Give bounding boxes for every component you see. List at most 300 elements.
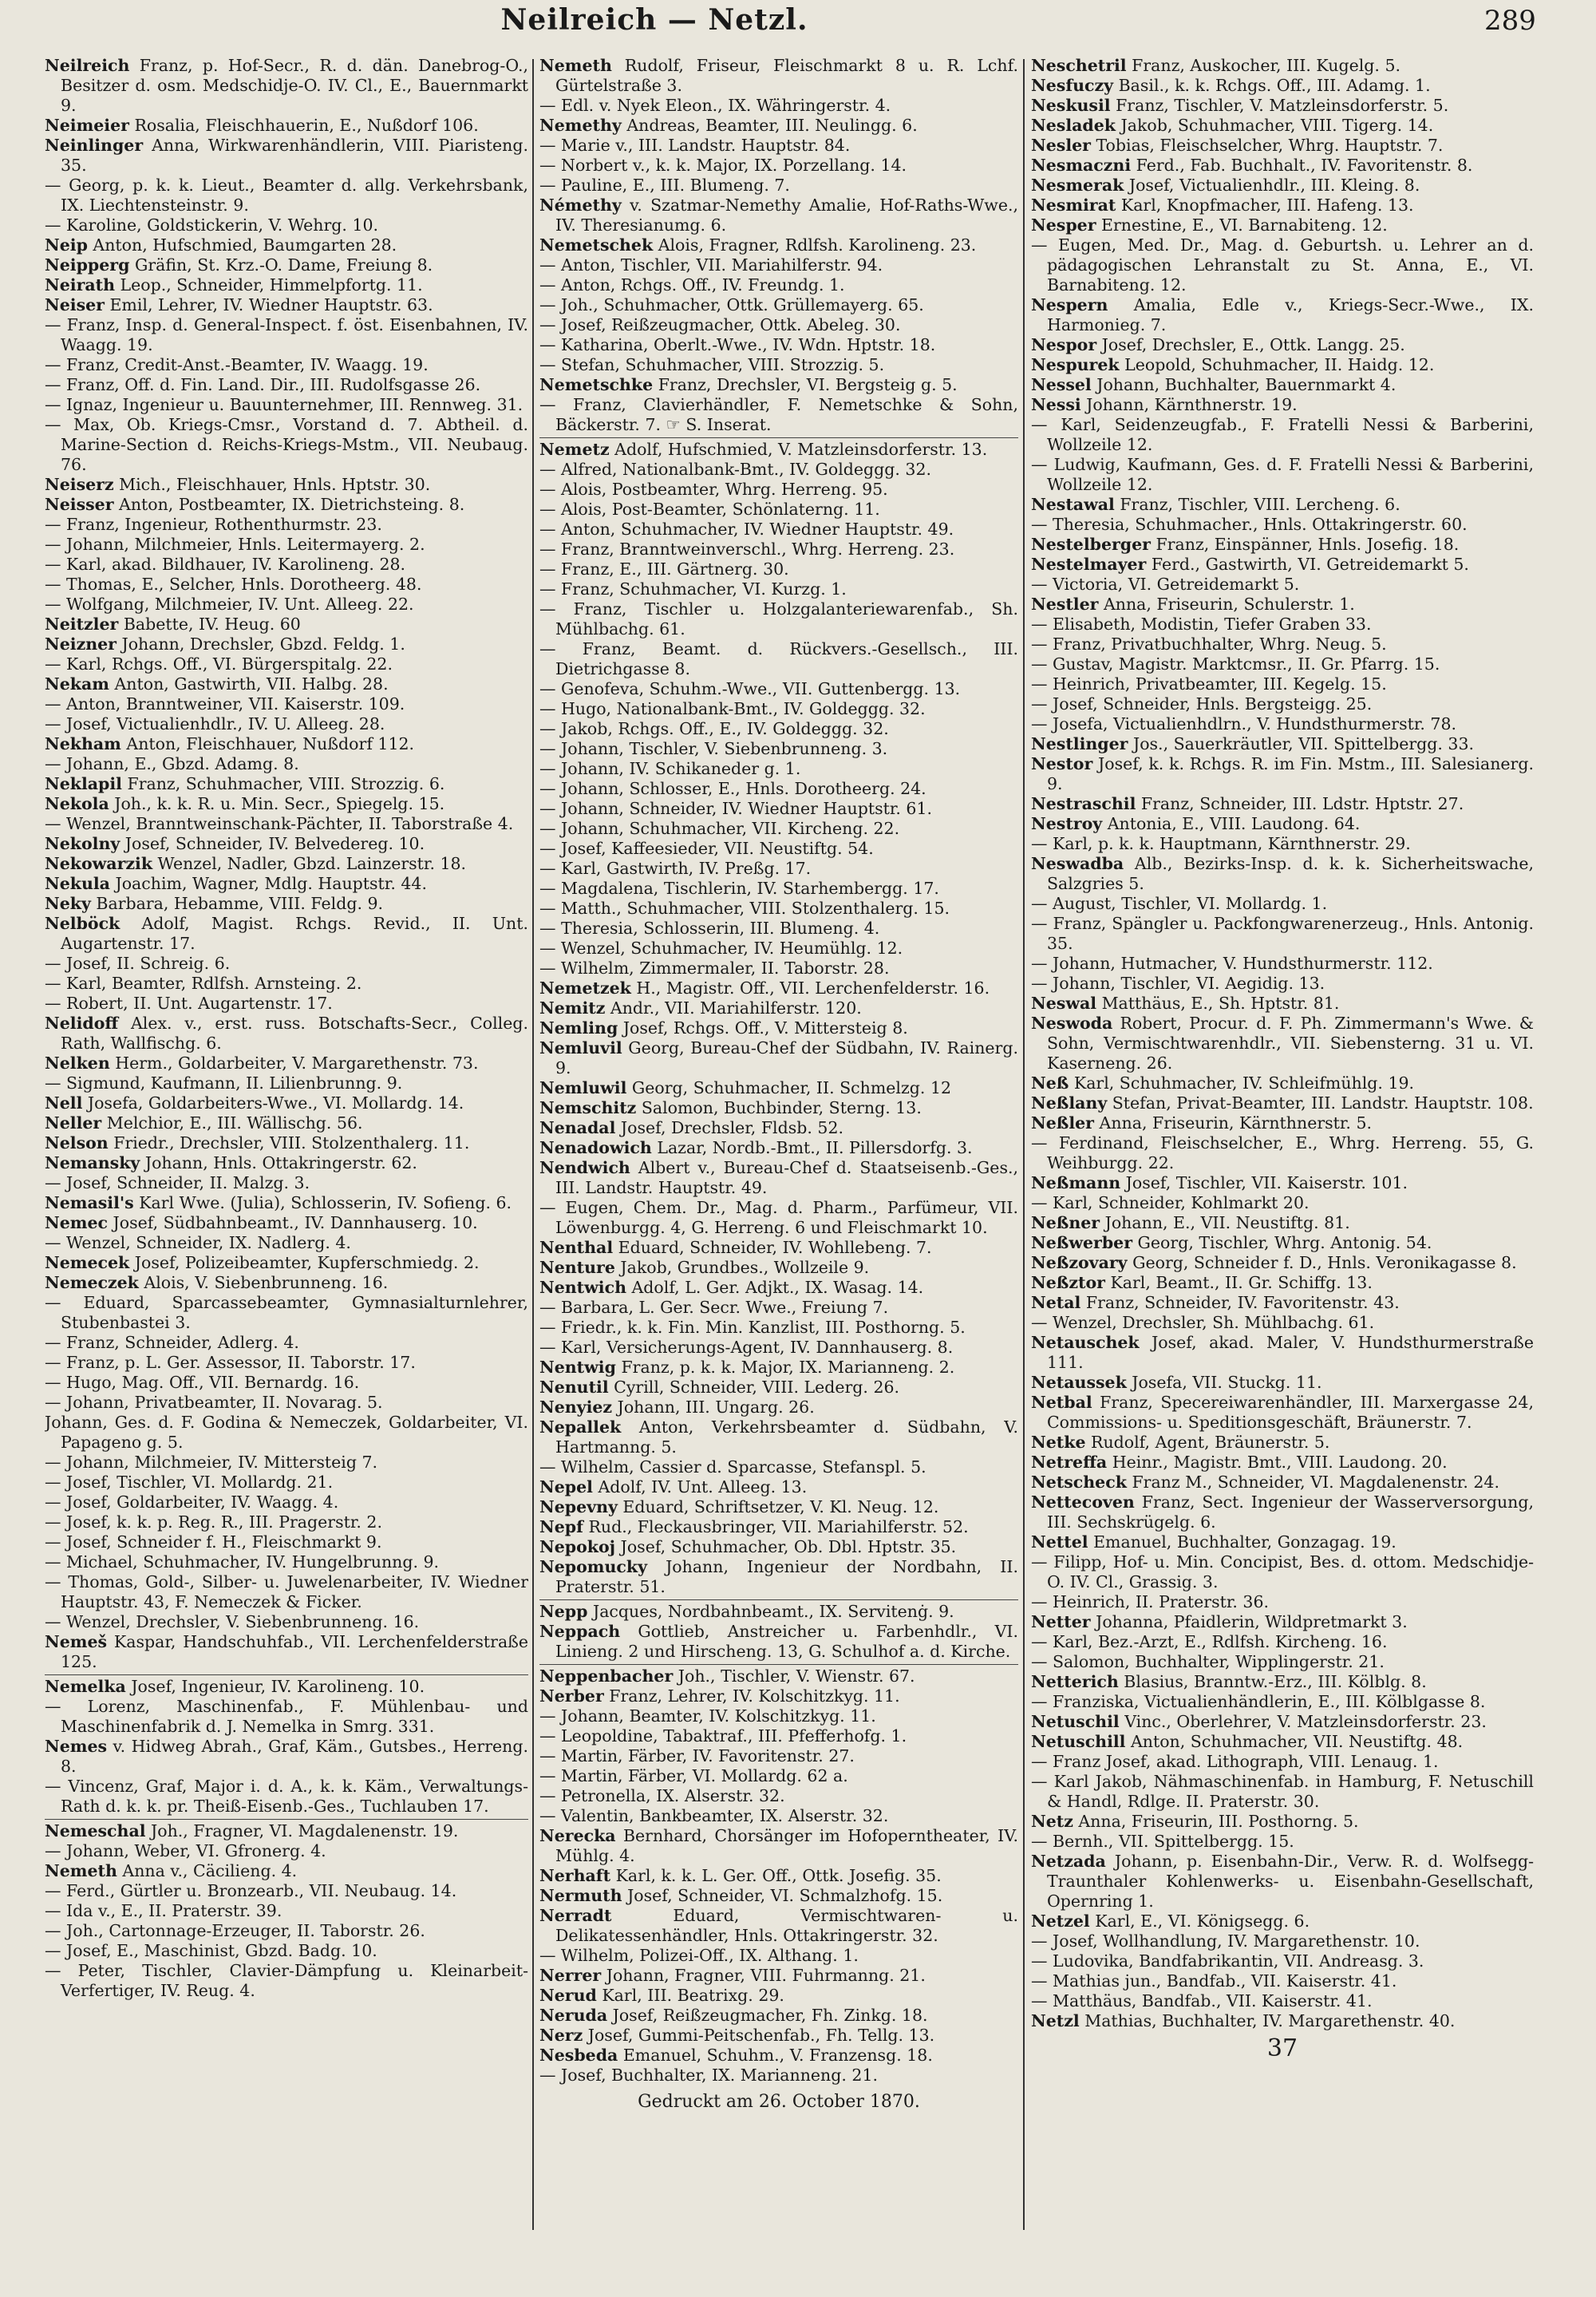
entry-details: — Josef, Schneider, Hnls. Bergsteigg. 25. [1031, 694, 1373, 714]
entry-surname: Nemeczek [45, 1273, 139, 1292]
directory-entry [539, 1378, 1018, 1398]
directory-entry [539, 96, 1018, 116]
entry-details: — Alfred, Nationalbank-Bmt., IV. Goldeggg. 32. [539, 460, 932, 479]
directory-entry [45, 395, 528, 415]
directory-entry [1031, 116, 1534, 136]
entry-details: — Norbert v., k. k. Major, IX. Porzellang. 14. [539, 156, 907, 175]
entry-details: — Hugo, Nationalbank-Bmt., IV. Goldeggg. 32. [539, 699, 926, 718]
entry-surname: Nettecoven [1031, 1492, 1135, 1512]
directory-entry [539, 56, 1018, 96]
directory-entry [539, 335, 1018, 355]
directory-entry [539, 1986, 1018, 2006]
directory-entry [45, 1054, 528, 1073]
entry-details: Friedr., Drechsler, VIII. Stolzenthalerg. 11. [108, 1133, 470, 1152]
directory-entry [1031, 734, 1534, 754]
entry-details: Emil, Lehrer, IV. Wiedner Hauptstr. 63. [104, 295, 433, 314]
entry-details: — Victoria, VI. Getreidemarkt 5. [1031, 575, 1300, 594]
entry-details: — Barbara, L. Ger. Secr. Wwe., Freiung 7. [539, 1298, 889, 1317]
directory-entry [45, 1273, 528, 1293]
directory-entry [539, 1258, 1018, 1278]
entry-surname: Neirath [45, 275, 116, 295]
directory-entry [1031, 894, 1534, 914]
entry-surname: Netuschill [1031, 1732, 1126, 1751]
directory-entry [539, 1497, 1018, 1517]
entry-details: — Jakob, Rchgs. Off., E., IV. Goldeggg. 32. [539, 719, 889, 738]
entry-details: Franz, Schuhmacher, VIII. Strozzig. 6. [121, 774, 445, 793]
entry-surname: Nepp [539, 1602, 588, 1621]
entry-surname: Nesmaczni [1031, 156, 1132, 175]
entry-surname: Nettel [1031, 1532, 1088, 1552]
entry-details: — Heinrich, Privatbeamter, III. Kegelg. 15. [1031, 674, 1387, 694]
directory-entry [1031, 1433, 1534, 1453]
entry-details: Albert v., Bureau-Chef d. Staatseisenb.-Ges., III. Landstr. Hauptstr. 49. [555, 1158, 1018, 1197]
entry-details: — Robert, II. Unt. Augartenstr. 17. [45, 994, 333, 1013]
entry-details: Franz, Drechsler, VI. Bergsteig g. 5. [653, 375, 958, 394]
entry-details: — Franz, Tischler u. Holzgalanteriewarenfab., Sh. Mühlbachg. 61. [539, 599, 1018, 638]
directory-entry [539, 437, 1018, 460]
entry-details: — Josef, Tischler, VI. Mollardg. 21. [45, 1473, 334, 1492]
entry-surname: Nemeschal [45, 1821, 146, 1840]
entry-details: Anton, Hufschmied, Baumgarten 28. [87, 235, 397, 255]
directory-entry [45, 176, 528, 215]
directory-entry [539, 799, 1018, 819]
directory-entry [1031, 1453, 1534, 1473]
directory-entry [45, 874, 528, 894]
entry-details: Amalia, Edle v., Kriegs-Secr.-Wwe., IX. Harmonieg. 7. [1047, 295, 1534, 334]
entry-details: — Wenzel, Schneider, IX. Nadlerg. 4. [45, 1233, 351, 1252]
entry-details: — August, Tischler, VI. Mollardg. 1. [1031, 894, 1328, 913]
entry-details: Georg, Bureau-Chef der Südbahn, IV. Rainerg. 9. [555, 1038, 1018, 1077]
entry-details: Joh., k. k. R. u. Min. Secr., Spiegelg. 15. [109, 794, 445, 813]
directory-entry [45, 1777, 528, 1817]
entry-details: Anna, Wirkwarenhändlerin, VIII. Piaristeng. 35. [61, 136, 528, 175]
directory-entry [45, 1532, 528, 1552]
entry-details: Joachim, Wagner, Mdlg. Hauptstr. 44. [109, 874, 427, 893]
entry-details: — Alois, Postbeamter, Whrg. Herreng. 95. [539, 480, 888, 499]
directory-entry [539, 136, 1018, 156]
entry-surname: Nenadal [539, 1118, 616, 1137]
entry-surname: Neinlinger [45, 136, 144, 155]
directory-entry [1031, 1213, 1534, 1233]
directory-entry [1031, 834, 1534, 854]
directory-entry [539, 819, 1018, 839]
entry-details: Franz, Schneider, III. Ldstr. Hptstr. 27. [1136, 794, 1464, 813]
entry-surname: Nesler [1031, 136, 1091, 155]
entry-details: Georg, Schuhmacher, II. Schmelzg. 12 [626, 1078, 952, 1097]
directory-entry [539, 699, 1018, 719]
entry-details: — Karl, Bez.-Arzt, E., Rdlfsh. Kircheng. 16. [1031, 1632, 1388, 1651]
entry-details: Kaspar, Handschuhfab., VII. Lerchenfelderstraße 125. [61, 1632, 528, 1671]
directory-entry [539, 255, 1018, 275]
entry-details: — Hugo, Mag. Off., VII. Bernardg. 16. [45, 1373, 360, 1392]
directory-entry [539, 1557, 1018, 1597]
entry-details: Joh., Tischler, V. Wienstr. 67. [673, 1666, 915, 1686]
directory-entry [1031, 1273, 1534, 1293]
directory-entry [539, 899, 1018, 919]
entry-details: Bernhard, Chorsänger im Hofoperntheater, IV. Mühlg. 4. [555, 1826, 1018, 1865]
entry-details: Matthäus, E., Sh. Hptstr. 81. [1096, 994, 1340, 1013]
directory-entry [539, 599, 1018, 639]
entry-details: — Wilhelm, Cassier d. Sparcasse, Stefanspl. 5. [539, 1457, 926, 1477]
directory-entry [539, 500, 1018, 520]
directory-entry [539, 1018, 1018, 1038]
directory-entry [539, 1906, 1018, 1946]
directory-entry [45, 1353, 528, 1373]
entry-details: — Elisabeth, Modistin, Tiefer Graben 33. [1031, 615, 1372, 634]
directory-entry [539, 859, 1018, 879]
directory-entry [1031, 974, 1534, 994]
entry-surname: Nesbeda [539, 2046, 618, 2065]
entry-details: Josef, Rchgs. Off., V. Mittersteig 8. [618, 1018, 908, 1038]
entry-details: — Johann, IV. Schikaneder g. 1. [539, 759, 801, 778]
entry-details: — Johann, Schuhmacher, VII. Kircheng. 22. [539, 819, 900, 838]
directory-entry [539, 919, 1018, 939]
directory-entry [1031, 694, 1534, 714]
directory-entry [45, 914, 528, 954]
entry-details: — Ida v., E., II. Praterstr. 39. [45, 1901, 282, 1920]
directory-entry [45, 615, 528, 635]
directory-entry [1031, 1173, 1534, 1193]
entry-details: Babette, IV. Heug. 60 [118, 615, 301, 634]
entry-details: Johann, Hnls. Ottakringerstr. 62. [140, 1153, 417, 1172]
entry-details: Anna v., Cäcilieng. 4. [117, 1861, 298, 1880]
directory-entry [1031, 1592, 1534, 1612]
entry-surname: Nekowarzik [45, 854, 153, 873]
directory-entry [45, 1552, 528, 1572]
entry-surname: Nemling [539, 1018, 618, 1038]
entry-surname: Nesmerak [1031, 176, 1124, 195]
directory-entry [1031, 714, 1534, 734]
directory-entry [539, 275, 1018, 295]
entry-details: Rudolf, Friseur, Fleischmarkt 8 u. R. Lchf. Gürtelstraße 3. [555, 56, 1018, 95]
directory-entry [1031, 355, 1534, 375]
entry-details: Anton, Schuhmacher, VII. Neustiftg. 48. [1125, 1732, 1464, 1751]
directory-entry [1031, 794, 1534, 814]
entry-details: Antonia, E., VIII. Laudong. 64. [1102, 814, 1361, 833]
entry-details: — Josef, Buchhalter, IX. Marianneng. 21. [539, 2066, 879, 2085]
entry-surname: Neßler [1031, 1113, 1094, 1133]
directory-entry [45, 1881, 528, 1901]
entry-details: — Ignaz, Ingenieur u. Bauunternehmer, III. Rennweg. 31. [45, 395, 523, 414]
directory-entry [45, 1373, 528, 1393]
directory-entry [45, 854, 528, 874]
entry-details: — Leopoldine, Tabaktraf., III. Pfefferhofg. 1. [539, 1726, 907, 1745]
directory-entry [539, 1158, 1018, 1198]
entry-details: Rud., Fleckausbringer, VII. Mariahilferstr. 52. [583, 1517, 969, 1536]
entry-details: Anna, Friseurin, Schulerstr. 1. [1098, 595, 1355, 614]
directory-entry [1031, 914, 1534, 954]
entry-surname: Nerecka [539, 1826, 616, 1845]
entry-surname: Nesfuczy [1031, 76, 1114, 95]
entry-surname: Neimeier [45, 116, 129, 135]
directory-entry [539, 1966, 1018, 1986]
entry-details: — Gustav, Magistr. Marktcmsr., II. Gr. Pfarrg. 15. [1031, 654, 1440, 674]
directory-entry [539, 559, 1018, 579]
entry-details: Josef, Südbahnbeamt., IV. Dannhauserg. 10. [108, 1213, 478, 1232]
entry-details: — Lorenz, Maschinenfab., F. Mühlenbau- und Maschinenfabrik d. J. Nemelka in Smrg. 331. [45, 1697, 528, 1736]
directory-entry [1031, 674, 1534, 694]
entry-details: — Petronella, IX. Alserstr. 32. [539, 1786, 785, 1805]
entry-surname: Neswoda [1031, 1014, 1113, 1033]
directory-entry [45, 1153, 528, 1173]
entry-details: Alex. v., erst. russ. Botschafts-Secr., Colleg. Rath, Wallfischg. 6. [61, 1014, 528, 1053]
signature-mark: 37 [1266, 2034, 1298, 2062]
directory-entry [1031, 215, 1534, 235]
directory-entry [45, 1453, 528, 1473]
entry-details: H., Magistr. Off., VII. Lerchenfelderstr. 16. [630, 978, 990, 998]
entry-details: — Bernh., VII. Spittelbergg. 15. [1031, 1832, 1294, 1851]
entry-details: Franz, p. Hof-Secr., R. d. dän. Danebrog-O., Besitzer d. osm. Medschidje-O. IV. Cl., E., Bauernmarkt 9. [61, 56, 528, 115]
directory-entry [539, 480, 1018, 500]
entry-surname: Nekolny [45, 834, 120, 853]
directory-entry [1031, 1852, 1534, 1912]
directory-entry [1031, 76, 1534, 96]
entry-surname: Nemitz [539, 998, 606, 1018]
entry-details: — Johann, Privatbeamter, II. Novarag. 5. [45, 1393, 383, 1412]
directory-entry [539, 1599, 1018, 1622]
entry-surname: Netz [1031, 1812, 1073, 1831]
entry-details: Eduard, Vermischtwaren- u. Delikatessenhändler, Hnls. Ottakringerstr. 32. [555, 1906, 1018, 1945]
entry-surname: Nemschitz [539, 1098, 637, 1117]
entry-details: — Vincenz, Graf, Major i. d. A., k. k. Käm., Verwaltungs-Rath d. k. k. pr. Theiß-Eisenb.-Ges., Tuchlauben 17. [45, 1777, 528, 1816]
entry-details: Josef, Tischler, VII. Kaiserstr. 101. [1120, 1173, 1408, 1192]
entry-details: Georg, Tischler, Whrg. Antonig. 54. [1132, 1233, 1432, 1252]
printed-date: Gedruckt am 26. October 1870. [638, 2092, 920, 2112]
entry-details: — Joh., Cartonnage-Erzeuger, II. Taborstr. 26. [45, 1921, 425, 1940]
entry-details: Barbara, Hebamme, VIII. Feldg. 9. [90, 894, 384, 913]
entry-details: Karl, E., VI. Königsegg. 6. [1089, 1912, 1310, 1931]
entry-details: Gottlieb, Anstreicher u. Farbenhdlr., VI. Linieng. 2 und Hirscheng. 13, G. Schulhof a. d. Kirche. [555, 1622, 1018, 1661]
directory-entry [539, 1706, 1018, 1726]
entry-details: — Franz, Ingenieur, Rothenthurmstr. 23. [45, 515, 382, 534]
entry-details: Jakob, Schuhmacher, VIII. Tigerg. 14. [1115, 116, 1434, 135]
directory-entry [1031, 1552, 1534, 1592]
directory-entry [1031, 1373, 1534, 1393]
entry-surname: Nenadowich [539, 1138, 652, 1157]
entry-surname: Nerz [539, 2026, 583, 2045]
directory-entry [1031, 1951, 1534, 1971]
entry-details: — Josef, Victualienhdlr., IV. U. Alleeg. 28. [45, 714, 385, 733]
entry-surname: Netuschil [1031, 1712, 1120, 1731]
directory-entry [539, 978, 1018, 998]
entry-details: — Johann, Weber, VI. Gfronerg. 4. [45, 1841, 326, 1860]
entry-details: Mich., Fleischhauer, Hnls. Hptstr. 30. [113, 475, 431, 494]
entry-details: — Peter, Tischler, Clavier-Dämpfung u. Kleinarbeit-Verfertiger, IV. Reug. 4. [45, 1961, 528, 2000]
entry-details: — Johann, E., Gbzd. Adamg. 8. [45, 754, 299, 773]
entry-surname: Nestor [1031, 754, 1093, 773]
column-2 [539, 56, 1018, 2243]
directory-entry [45, 375, 528, 395]
entry-details: Anton, Verkehrsbeamter d. Südbahn, V. Hartmanng. 5. [555, 1417, 1018, 1457]
entry-details: Blasius, Branntw.-Erz., III. Kölblg. 8. [1118, 1672, 1427, 1691]
entry-details: Josef, Schuhmacher, Ob. Dbl. Hptstr. 35. [615, 1537, 957, 1556]
entry-details: — Franz, Spängler u. Packfongwarenerzeug., Hnls. Antonig. 35. [1031, 914, 1534, 953]
entry-surname: Nepomucky [539, 1557, 647, 1576]
directory-entry [45, 1819, 528, 1841]
entry-details: — Franz, Beamt. d. Rückvers.-Gesellsch., III. Dietrichgasse 8. [539, 639, 1018, 678]
directory-entry [45, 654, 528, 674]
directory-columns [45, 56, 1551, 2243]
directory-entry [1031, 455, 1534, 495]
directory-entry [1031, 1233, 1534, 1253]
entry-surname: Netaussek [1031, 1373, 1127, 1392]
directory-entry [45, 56, 528, 116]
entry-details: — Josef, Wollhandlung, IV. Margarethenstr. 10. [1031, 1931, 1420, 1951]
entry-details: Anton, Postbeamter, IX. Dietrichsteing. 8. [113, 495, 465, 514]
directory-entry [1031, 1393, 1534, 1433]
entry-details: — Katharina, Oberlt.-Wwe., IV. Wdn. Hptstr. 18. [539, 335, 936, 354]
directory-entry [539, 1238, 1018, 1258]
directory-entry [1031, 1093, 1534, 1113]
entry-details: Josef, Ingenieur, IV. Karolineng. 10. [125, 1677, 425, 1696]
entry-details: Joh., Fragner, VI. Magdalenenstr. 19. [145, 1821, 459, 1840]
directory-entry [45, 1093, 528, 1113]
directory-entry [1031, 196, 1534, 215]
entry-surname: Nelböck [45, 914, 120, 933]
entry-surname: Nepf [539, 1517, 583, 1536]
entry-surname: Nemluvil [539, 1038, 622, 1058]
entry-surname: Neßwerber [1031, 1233, 1133, 1252]
page-header [0, 0, 1596, 48]
directory-entry [539, 719, 1018, 739]
entry-surname: Nestelberger [1031, 535, 1151, 554]
directory-entry [45, 355, 528, 375]
directory-entry [539, 579, 1018, 599]
directory-entry [1031, 1532, 1534, 1552]
entry-details: — Sigmund, Kaufmann, II. Lilienbrunng. 9. [45, 1073, 403, 1093]
entry-surname: Nemeš [45, 1632, 108, 1651]
directory-entry [539, 116, 1018, 136]
entry-surname: Neßner [1031, 1213, 1100, 1232]
entry-details: Heinr., Magistr. Bmt., VIII. Laudong. 20. [1107, 1453, 1448, 1472]
directory-entry [539, 2006, 1018, 2026]
entry-details: — Karl, Beamter, Rdlfsh. Arnsteing. 2. [45, 974, 362, 993]
directory-entry [1031, 235, 1534, 295]
entry-surname: Nessi [1031, 395, 1081, 414]
entry-surname: Neklapil [45, 774, 122, 793]
entry-surname: Neip [45, 235, 88, 255]
entry-details: Johann, Drechsler, Gbzd. Feldg. 1. [116, 635, 405, 654]
directory-entry [539, 959, 1018, 978]
entry-surname: Neiser [45, 295, 105, 314]
directory-entry [45, 774, 528, 794]
directory-entry [45, 1173, 528, 1193]
entry-surname: Nerud [539, 1986, 597, 2005]
entry-details: — Mathias jun., Bandfab., VII. Kaiserstr. 41. [1031, 1971, 1397, 1991]
entry-surname: Nell [45, 1093, 83, 1113]
entry-surname: Nestroy [1031, 814, 1103, 833]
entry-details: Josef, k. k. Rchgs. R. im Fin. Mstm., III. Salesianerg. 9. [1047, 754, 1534, 793]
entry-details: — Josef, Kaffeesieder, VII. Neustiftg. 54. [539, 839, 874, 858]
directory-entry [539, 1826, 1018, 1866]
directory-entry [45, 415, 528, 475]
entry-details: Alb., Bezirks-Insp. d. k. k. Sicherheitswache, Salzgries 5. [1047, 854, 1534, 893]
entry-details: Alois, Fragner, Rdlfsh. Karolineng. 23. [653, 235, 977, 255]
entry-surname: Nentwich [539, 1278, 626, 1297]
directory-entry [539, 295, 1018, 315]
directory-entry [45, 994, 528, 1014]
entry-details: — Ferdinand, Fleischselcher, E., Whrg. Herreng. 55, G. Weihburgg. 22. [1031, 1133, 1534, 1172]
entry-details: — Karl, Schneider, Kohlmarkt 20. [1031, 1193, 1310, 1212]
entry-details: Johann, Ges. d. F. Godina & Nemeczek, Goldarbeiter, VI. Papageno g. 5. [45, 1413, 528, 1452]
directory-entry [45, 954, 528, 974]
entry-surname: Neßzovary [1031, 1253, 1128, 1272]
entry-details: v. Hidweg Abrah., Graf, Käm., Gutsbes., Herreng. 8. [61, 1737, 528, 1776]
directory-entry [1031, 1293, 1534, 1313]
entry-details: Vinc., Oberlehrer, V. Matzleinsdorferstr. 23. [1119, 1712, 1487, 1731]
directory-entry [45, 1333, 528, 1353]
entry-surname: Nelidoff [45, 1014, 119, 1033]
column-divider [1023, 59, 1025, 2230]
directory-entry [1031, 1712, 1534, 1732]
entry-surname: Nenture [539, 1258, 615, 1277]
entry-surname: Neruda [539, 2006, 608, 2025]
entry-details: Mathias, Buchhalter, IV. Margarethenstr. 40. [1079, 2011, 1456, 2030]
directory-entry [539, 1358, 1018, 1378]
entry-details: Basil., k. k. Rchgs. Off., III. Adamg. 1. [1113, 76, 1431, 95]
entry-details: — Wilhelm, Polizei-Off., IX. Althang. 1. [539, 1946, 859, 1965]
entry-surname: Nekula [45, 874, 110, 893]
entry-surname: Nepokoj [539, 1537, 616, 1556]
entry-details: — Franz, Schuhmacher, VI. Kurzg. 1. [539, 579, 847, 599]
entry-details: Josef, Schneider, VI. Schmalzhofg. 15. [622, 1886, 943, 1905]
entry-details: Ferd., Fab. Buchhalt., IV. Favoritenstr. 8. [1131, 156, 1473, 175]
directory-entry [539, 1278, 1018, 1298]
entry-surname: Neßmann [1031, 1173, 1121, 1192]
entry-details: v. Szatmar-Nemethy Amalie, Hof-Raths-Wwe., IV. Theresianumg. 6. [555, 196, 1018, 235]
directory-entry [539, 355, 1018, 375]
directory-entry [45, 1737, 528, 1777]
entry-details: — Ferd., Gürtler u. Bronzearb., VII. Neubaug. 14. [45, 1881, 457, 1900]
entry-surname: Nestlinger [1031, 734, 1128, 753]
entry-surname: Netbal [1031, 1393, 1092, 1412]
directory-entry [539, 759, 1018, 779]
entry-details: Tobias, Fleischselcher, Whrg. Hauptstr. 7. [1090, 136, 1444, 155]
entry-surname: Nessel [1031, 375, 1092, 394]
entry-details: — Georg, p. k. k. Lieut., Beamter d. allg. Verkehrsbank, IX. Liechtensteinstr. 9. [45, 176, 528, 215]
entry-details: — Johann, Beamter, IV. Kolschitzkyg. 11. [539, 1706, 876, 1726]
entry-details: — Franz, Off. d. Fin. Land. Dir., III. Rudolfsgasse 26. [45, 375, 481, 394]
entry-details: Jos., Sauerkräutler, VII. Spittelbergg. 33. [1128, 734, 1475, 753]
entry-details: — Franz, Clavierhändler, F. Nemetschke & Sohn, Bäckerstr. 7. ☞ S. Inserat. [539, 395, 1018, 434]
entry-surname: Nestraschil [1031, 794, 1136, 813]
entry-surname: Nerhaft [539, 1866, 611, 1885]
entry-details: — Eduard, Sparcassebeamter, Gymnasialturnlehrer, Stubenbastei 3. [45, 1293, 528, 1332]
entry-details: — Josef, Schneider, II. Malzg. 3. [45, 1173, 310, 1192]
entry-details: — Franz, p. L. Ger. Assessor, II. Taborstr. 17. [45, 1353, 416, 1372]
entry-surname: Nemelka [45, 1677, 126, 1696]
directory-entry [539, 1806, 1018, 1826]
directory-entry [539, 1786, 1018, 1806]
entry-details: Emanuel, Schuhm., V. Franzensg. 18. [618, 2046, 933, 2065]
entry-details: Georg, Schneider f. D., Hnls. Veronikagasse 8. [1127, 1253, 1517, 1272]
entry-details: Johanna, Pfaidlerin, Wildpretmarkt 3. [1090, 1612, 1408, 1631]
directory-entry [1031, 1253, 1534, 1273]
directory-entry [45, 1133, 528, 1153]
directory-entry [539, 196, 1018, 235]
directory-entry [539, 1138, 1018, 1158]
directory-entry [539, 1457, 1018, 1477]
directory-entry [1031, 1014, 1534, 1073]
entry-surname: Neßlany [1031, 1093, 1108, 1113]
directory-entry [45, 255, 528, 275]
entry-details: — Karoline, Goldstickerin, V. Wehrg. 10. [45, 215, 379, 235]
entry-surname: Nepel [539, 1477, 593, 1496]
entry-surname: Nerrer [539, 1966, 602, 1985]
entry-details: Franz M., Schneider, VI. Magdalenenstr. 24. [1126, 1473, 1499, 1492]
entry-details: Josef, Drechsler, E., Ottk. Langg. 25. [1096, 335, 1405, 354]
entry-surname: Neizner [45, 635, 117, 654]
